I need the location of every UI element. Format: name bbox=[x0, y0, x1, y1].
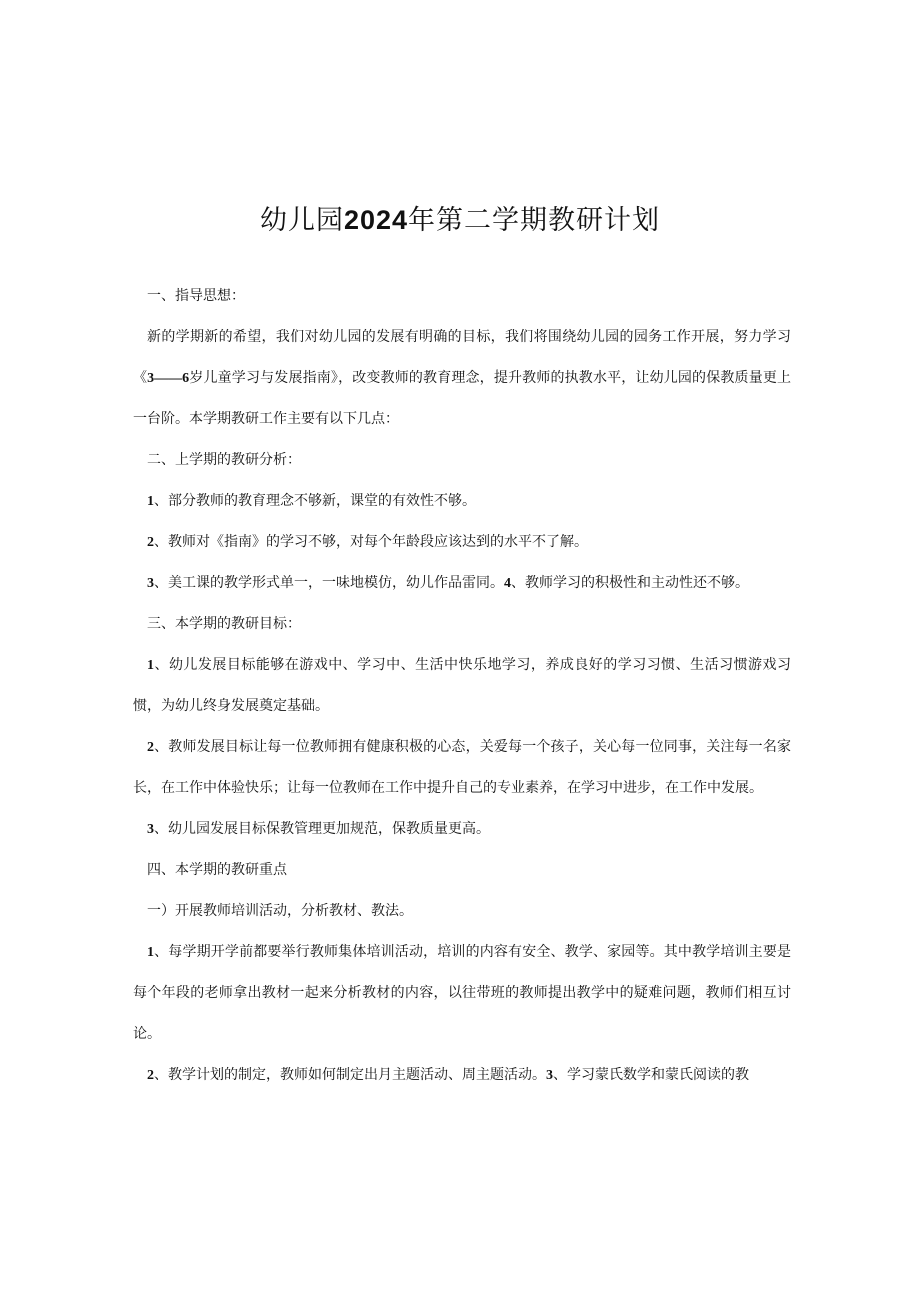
paragraph-text: 新的学期新的希望，我们对幼儿园的发展有明确的目标，我们将围绕幼儿园的园务工作开展，努力学习《 bbox=[133, 329, 791, 386]
list-item-text: 、教师学习的积极性和主动性还不够。 bbox=[511, 575, 749, 591]
list-item-number: 1 bbox=[147, 658, 154, 673]
list-item bbox=[133, 522, 791, 563]
list-item bbox=[133, 645, 791, 727]
title-suffix: 年第二学期教研计划 bbox=[408, 205, 661, 236]
list-item-number: 3 bbox=[147, 822, 154, 837]
list-item bbox=[133, 727, 791, 809]
list-item-text: 、部分教师的教育理念不够新，课堂的有效性不够。 bbox=[154, 493, 476, 509]
list-item-text: 、美工课的教学形式单一，一味地模仿，幼儿作品雷同。 bbox=[154, 575, 504, 591]
list-item-text: 、每学期开学前都要举行教师集体培训活动，培训的内容有安全、教学、家园等。其中教学培训主要是每个年段的老师拿出教材一起来分析教材的内容，以往带班的教师提出教学中的疑难问题，教师们相互讨论。 bbox=[133, 944, 791, 1042]
list-item-number: 2 bbox=[147, 535, 154, 550]
list-item bbox=[133, 809, 791, 850]
list-item-text: 、教师发展目标让每一位教师拥有健康积极的心态，关爱每一个孩子，关心每一位同事，关注每一名家长，在工作中体验快乐；让每一位教师在工作中提升自己的专业素养，在学习中进步，在工作中发展。 bbox=[133, 739, 791, 796]
list-item-number: 2 bbox=[147, 1068, 154, 1083]
list-item-text: 、幼儿发展目标能够在游戏中、学习中、生活中快乐地学习，养成良好的学习习惯、生活习惯游戏习惯，为幼儿终身发展奠定基础。 bbox=[133, 657, 791, 714]
paragraph-age-range: 3——6 bbox=[147, 371, 190, 386]
list-item-number: 3 bbox=[147, 576, 154, 591]
section-heading-guiding-thought: 一、指导思想： bbox=[147, 288, 245, 304]
list-item-text: 、教学计划的制定，教师如何制定出月主题活动、周主题活动。 bbox=[154, 1067, 546, 1083]
title-year: 2024 bbox=[343, 205, 409, 235]
section-heading-last-term-analysis: 二、上学期的教研分析： bbox=[147, 452, 301, 468]
document-body bbox=[133, 276, 791, 1096]
list-item-text: 、教师对《指南》的学习不够，对每个年龄段应该达到的水平不了解。 bbox=[154, 534, 588, 550]
list-item-text: 、学习蒙氏数学和蒙氏阅读的教 bbox=[553, 1067, 749, 1083]
list-item-number: 2 bbox=[147, 740, 154, 755]
subsection-heading-training: 一）开展教师培训活动，分析教材、教法。 bbox=[147, 903, 413, 919]
section-heading-focus: 四、本学期的教研重点 bbox=[147, 862, 287, 878]
page-title bbox=[0, 200, 920, 241]
list-item-number: 1 bbox=[147, 494, 154, 509]
list-item bbox=[133, 563, 791, 604]
paragraph-text: 岁儿童学习与发展指南》，改变教师的教育理念，提升教师的执教水平，让幼儿园的保教质量更上一台阶。本学期教研工作主要有以下几点： bbox=[133, 370, 792, 427]
list-item bbox=[133, 1055, 791, 1096]
list-item-text: 、幼儿园发展目标保教管理更加规范，保教质量更高。 bbox=[154, 821, 490, 837]
title-prefix: 幼儿园 bbox=[259, 205, 344, 236]
list-item bbox=[133, 932, 791, 1055]
list-item-number: 1 bbox=[147, 945, 154, 960]
list-item-number: 3 bbox=[546, 1068, 553, 1083]
list-item-number: 4 bbox=[504, 576, 511, 591]
paragraph-guiding-thought bbox=[133, 317, 791, 440]
section-heading-goals: 三、本学期的教研目标： bbox=[147, 616, 301, 632]
list-item bbox=[133, 481, 791, 522]
